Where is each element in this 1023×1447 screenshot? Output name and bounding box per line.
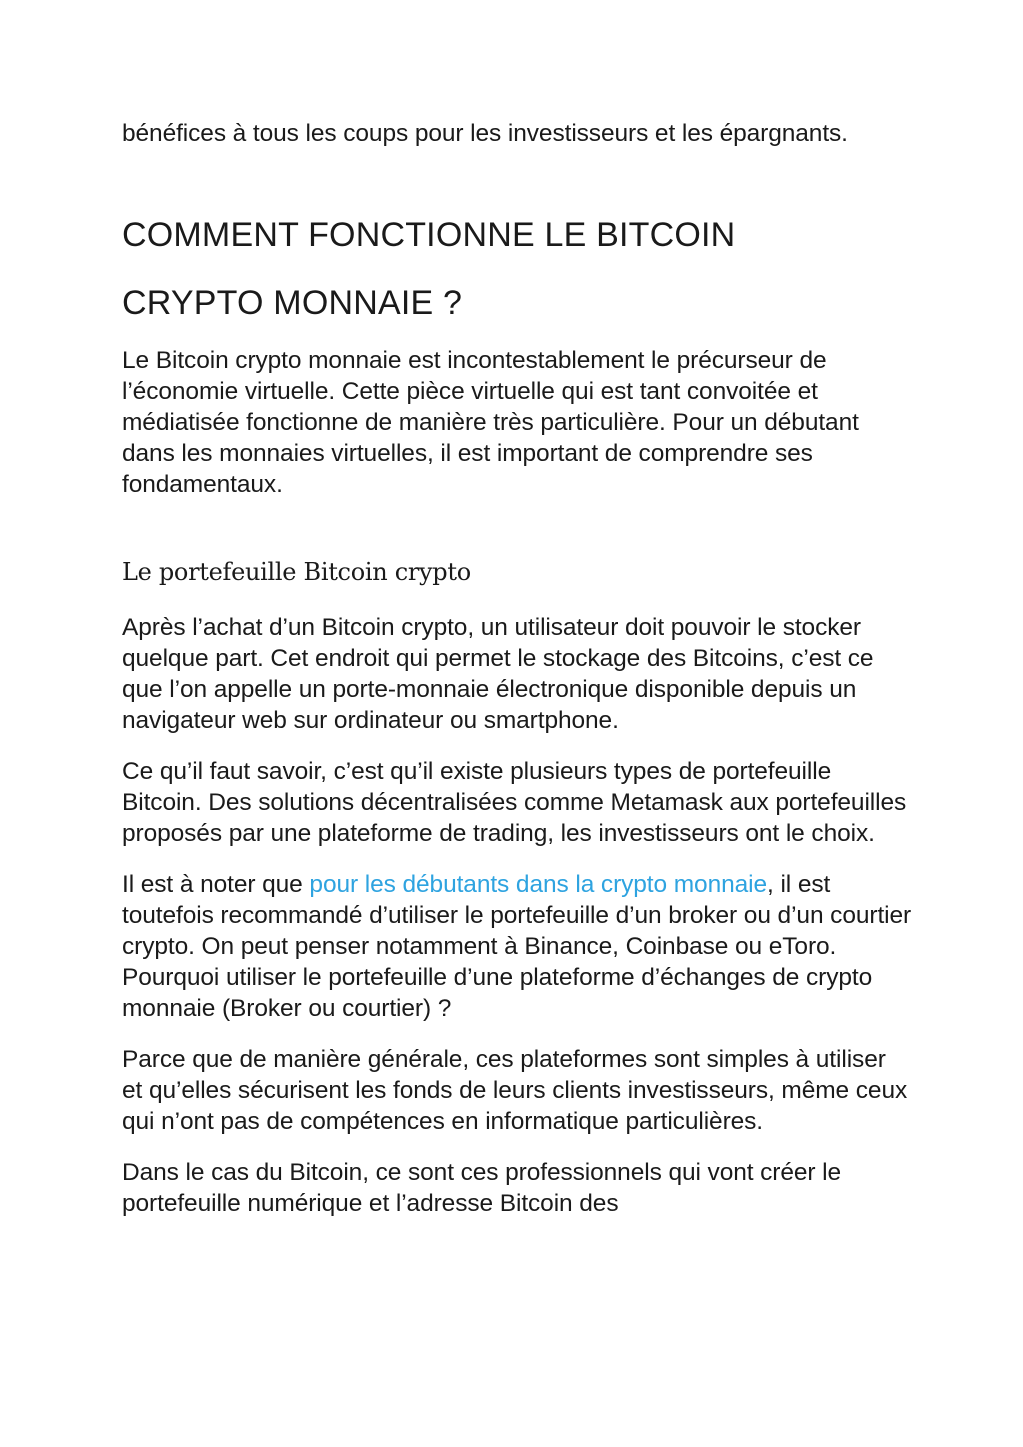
paragraph-wallet-types: Ce qu’il faut savoir, c’est qu’il existe plusieurs types de portefeuille Bitcoin. Des solutions décentralisées comme Metamask aux portefeuilles proposés par une plateforme de trading, les investisseurs ont le choix. — [122, 758, 907, 847]
paragraph-broker-recommendation — [122, 869, 912, 1024]
paragraph-platform-benefits: Parce que de manière générale, ces plateformes sont simples à utiliser et qu’elles sécurisent les fonds de leurs clients investisseurs, même ceux qui n’ont pas de compétences en informatique particulières. — [122, 1046, 908, 1135]
page-content — [122, 118, 912, 1219]
intro-paragraph: bénéfices à tous les coups pour les investisseurs et les épargnants. — [122, 120, 848, 147]
main-heading — [122, 201, 912, 337]
paragraph-wallet-storage: Après l’achat d’un Bitcoin crypto, un utilisateur doit pouvoir le stocker quelque part. Cet endroit qui permet le stockage des Bitcoins, c’est ce que l’on appelle un porte-monnaie électronique disponible depuis un navigateur web sur ordinateur ou smartphone. — [122, 614, 874, 734]
beginners-crypto-link[interactable]: pour les débutants dans la crypto monnaie — [309, 871, 768, 898]
main-heading-line2: CRYPTO MONNAIE ? — [122, 284, 463, 322]
paragraph-text-before-link: Il est à noter que — [122, 871, 310, 898]
lead-paragraph: Le Bitcoin crypto monnaie est incontestablement le précurseur de l’économie virtuelle. Cette pièce virtuelle qui est tant convoitée et médiatisée fonctionne de manière très particulière. Pour un débutant dans les monnaies virtuelles, il est important de comprendre ses fondamentaux. — [122, 347, 859, 498]
paragraph-text-after-link: , il est toutefois recommandé d’utiliser le portefeuille d’un broker ou d’un courtier crypto. On peut penser notamment à Binance, Coinbase ou eToro. Pourquoi utiliser le portefeuille d’une plateforme d’échanges de crypto monnaie (Broker ou courtier) ? — [122, 871, 912, 1022]
paragraph-bitcoin-case: Dans le cas du Bitcoin, ce sont ces professionnels qui vont créer le portefeuille numérique et l’adresse Bitcoin des — [122, 1159, 842, 1217]
sub-heading: Le portefeuille Bitcoin crypto — [122, 558, 471, 586]
main-heading-line1: COMMENT FONCTIONNE LE BITCOIN — [122, 216, 736, 254]
